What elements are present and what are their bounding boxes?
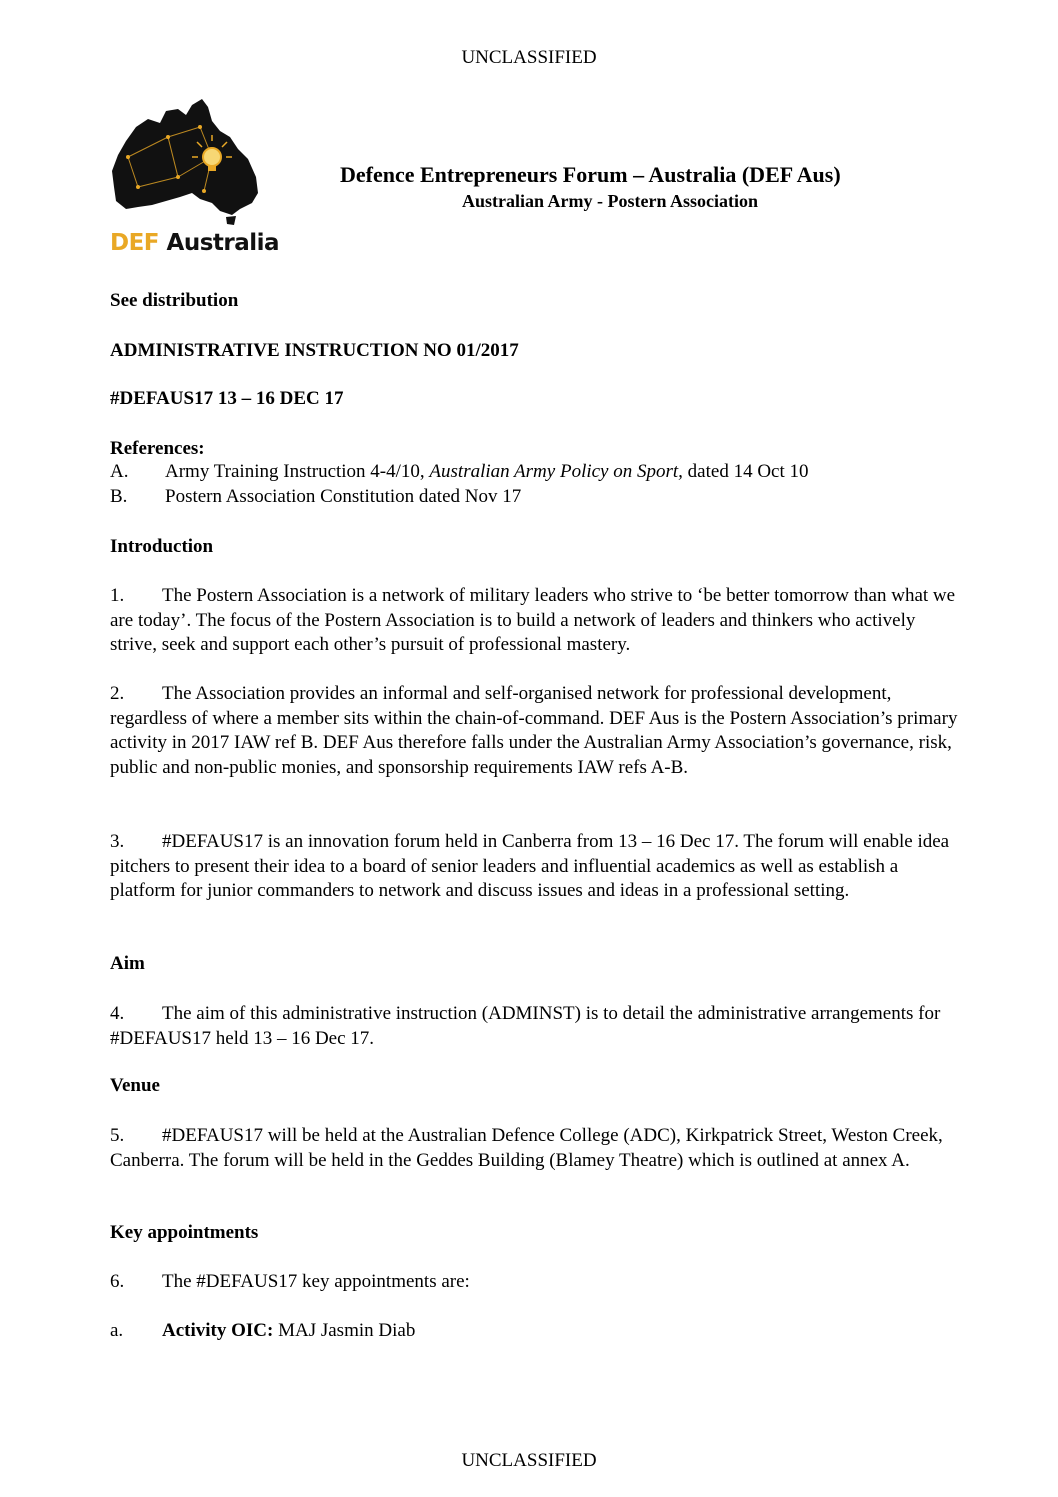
- paragraph-6: [110, 1270, 960, 1295]
- paragraph-1: [110, 584, 960, 658]
- section-heading-venue: Venue: [110, 1075, 160, 1096]
- appointment-name: MAJ Jasmin Diab: [273, 1320, 416, 1341]
- references-heading: References:: [110, 438, 205, 459]
- reference-text: Postern Association Constitution dated Nov 17: [165, 486, 522, 507]
- reference-item: [110, 486, 521, 508]
- classification-bottom: UNCLASSIFIED: [461, 1450, 597, 1471]
- australia-map-shape: [112, 99, 258, 215]
- paragraph-text: The Postern Association is a network of military leaders who strive to ‘be better tomorrow than what we are today’. The focus of the Postern Association is to build a network of leaders and thinkers who actively strive, seek and support each other’s pursuit of professional mastery.: [110, 585, 956, 656]
- paragraph-3: [110, 830, 960, 904]
- distribution-line: See distribution: [110, 290, 239, 311]
- instruction-title: ADMINISTRATIVE INSTRUCTION NO 01/2017: [110, 340, 519, 361]
- paragraph-number: 5.: [110, 1125, 125, 1146]
- paragraph-text: The aim of this administrative instruction (ADMINST) is to detail the administrative arrangements for #DEFAUS17 held 13 – 16 Dec 17.: [110, 1003, 941, 1049]
- org-title: Defence Entrepreneurs Forum – Australia (DEF Aus): [340, 162, 841, 187]
- section-heading-aim: Aim: [110, 953, 145, 974]
- classification-top: UNCLASSIFIED: [461, 47, 597, 68]
- reference-item: [110, 461, 809, 483]
- logo-wordmark-australia: Australia: [166, 230, 280, 256]
- logo-wordmark: [110, 230, 279, 256]
- tasmania-shape: [226, 216, 236, 225]
- paragraph-5: [110, 1124, 960, 1173]
- paragraph-2: [110, 682, 960, 780]
- section-heading-introduction: Introduction: [110, 536, 214, 557]
- reference-label: A.: [110, 461, 129, 482]
- paragraph-number: 6.: [110, 1271, 125, 1292]
- paragraph-text: The #DEFAUS17 key appointments are:: [162, 1271, 470, 1292]
- paragraph-number: 3.: [110, 831, 125, 852]
- paragraph-number: 1.: [110, 585, 125, 606]
- paragraph-4: [110, 1002, 960, 1051]
- reference-date: dated 14 Oct 10: [682, 461, 809, 482]
- paragraph-text: The Association provides an informal and self-organised network for professional development, regardless of where a member sits within the chain-of-command. DEF Aus is the Postern Association’s primary activity in 2017 IAW ref B. DEF Aus therefore falls under the Australian Army Association’s governance, risk, public and non-public monies, and sponsorship requirements IAW refs A-B.: [110, 683, 958, 778]
- paragraph-text: #DEFAUS17 is an innovation forum held in Canberra from 13 – 16 Dec 17. The forum will enable idea pitchers to present their idea to a board of senior leaders and influential academics as well as establish a platform for junior commanders to network and discuss issues and ideas in a professional setting.: [110, 831, 950, 902]
- appointment-role: Activity OIC:: [162, 1320, 274, 1341]
- paragraph-number: 2.: [110, 683, 125, 704]
- paragraph-number: 4.: [110, 1003, 125, 1024]
- section-heading-key-appointments: Key appointments: [110, 1222, 259, 1243]
- appointment-label: a.: [110, 1320, 124, 1341]
- event-line: #DEFAUS17 13 – 16 DEC 17: [110, 388, 344, 409]
- reference-text: Army Training Instruction 4-4/10,: [165, 461, 430, 482]
- logo-wordmark-def: DEF: [110, 230, 160, 256]
- org-subtitle: Australian Army - Postern Association: [462, 191, 758, 211]
- appointment-item: [110, 1320, 415, 1342]
- reference-italic-title: Australian Army Policy on Sport,: [429, 461, 683, 482]
- reference-label: B.: [110, 486, 128, 507]
- paragraph-text: #DEFAUS17 will be held at the Australian Defence College (ADC), Kirkpatrick Street, Weston Creek, Canberra. The forum will be held in the Geddes Building (Blamey Theatre) which is outlined at annex A.: [110, 1125, 943, 1171]
